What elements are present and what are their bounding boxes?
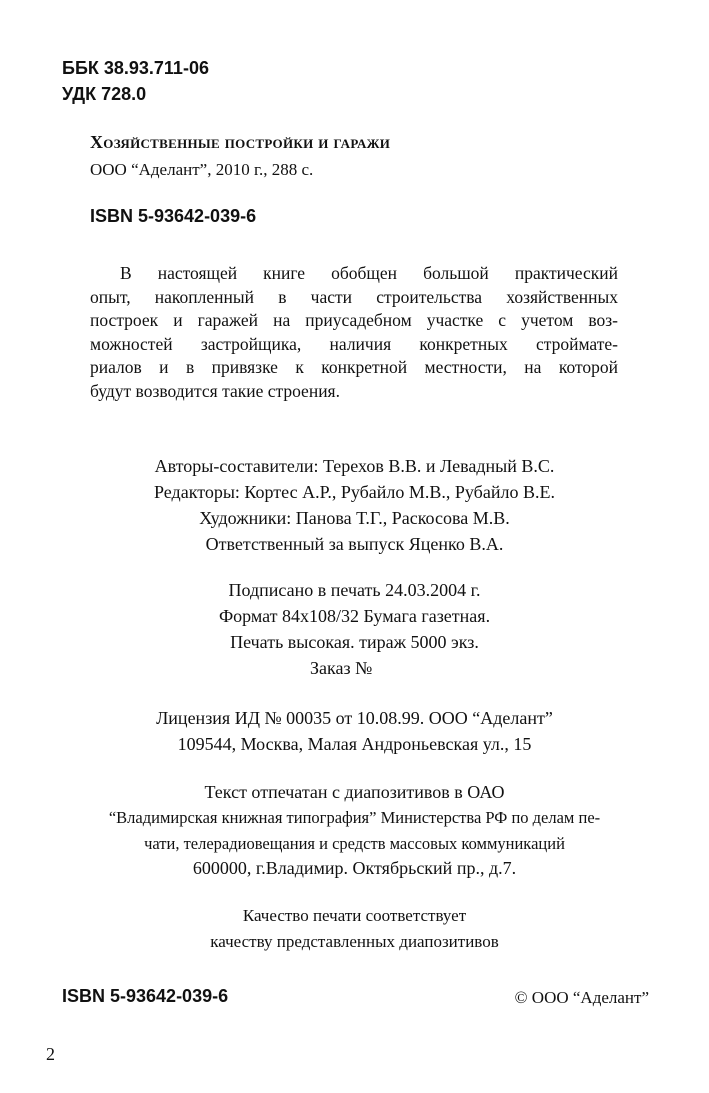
responsible-line: Ответственный за выпуск Яценко В.А. — [205, 534, 504, 554]
annotation-paragraph — [90, 262, 618, 403]
annotation-line: опыт, накопленный в части строительства хозяйственных — [90, 286, 618, 307]
license-line: Лицензия ИД № 00035 от 10.08.99. ООО “Аделант” — [156, 708, 553, 728]
book-title: Хозяйственные постройки и гаражи — [90, 132, 391, 152]
artists-line: Художники: Панова Т.Г., Раскосова М.В. — [199, 508, 510, 528]
annotation-line: построек и гаражей на приусадебном участке с учетом воз- — [90, 310, 618, 330]
annotation-line: можностей застройщика, наличия конкретных строймате- — [90, 333, 618, 354]
printer-address: 600000, г.Владимир. Октябрьский пр., д.7. — [192, 858, 517, 878]
order-line: Заказ № — [310, 658, 373, 678]
printer-line-1: Текст отпечатан с диапозитивов в ОАО — [204, 782, 505, 802]
editors-line: Редакторы: Кортес А.Р., Рубайло М.В., Рубайло В.Е. — [154, 482, 555, 502]
format-line: Формат 84х108/32 Бумага газетная. — [218, 606, 491, 626]
page-number: 2 — [46, 1044, 55, 1064]
printer-line-2: “Владимирская книжная типография” Министерства РФ по делам пе- — [108, 808, 601, 827]
quality-line-1: Качество печати соответствует — [242, 906, 467, 925]
isbn-bottom: ISBN 5-93642-039-6 — [62, 986, 229, 1006]
authors-line: Авторы-составители: Терехов В.В. и Левадный В.С. — [154, 456, 555, 476]
annotation-line: риалов и в привязке к конкретной местности, на которой — [90, 357, 618, 377]
isbn-top: ISBN 5-93642-039-6 — [90, 206, 257, 226]
udk-code: УДК 728.0 — [62, 84, 147, 104]
quality-line-2: качеству представленных диапозитивов — [210, 932, 499, 951]
print-run-line: Печать высокая. тираж 5000 экз. — [230, 632, 479, 652]
signed-line: Подписано в печать 24.03.2004 г. — [228, 580, 481, 600]
printer-line-3: чати, телерадиовещания и средств массовых коммуникаций — [144, 834, 565, 853]
bbk-code: ББК 38.93.711-06 — [62, 58, 209, 78]
annotation-line: В настоящей книге обобщен большой практический — [120, 263, 618, 283]
publisher-line: ООО “Аделант”, 2010 г., 288 с. — [90, 160, 314, 179]
address-line: 109544, Москва, Малая Андроньевская ул., 15 — [177, 734, 532, 754]
copyright-notice: © ООО “Аделант” — [514, 988, 649, 1007]
annotation-line: будут возводится такие строения. — [90, 380, 340, 401]
